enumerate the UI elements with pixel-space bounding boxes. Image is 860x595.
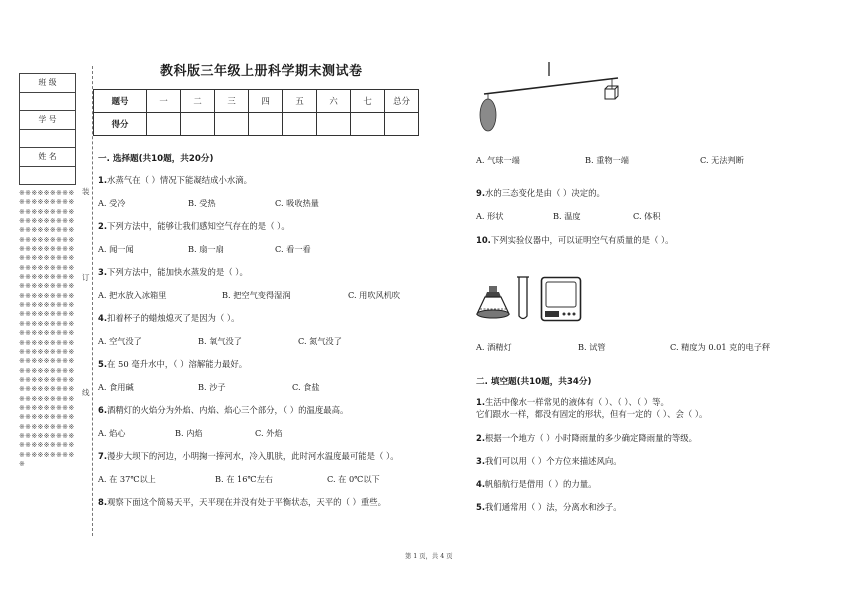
question-3: 3.下列方法中，能加快水蒸发的是（ ）。 <box>98 267 248 277</box>
q2-option-c[interactable]: C. 看一看 <box>275 244 311 254</box>
score-header-cell: 三 <box>215 90 249 113</box>
class-field[interactable] <box>20 92 76 111</box>
q3-option-b[interactable]: B. 把空气变得湿润 <box>222 290 291 300</box>
name-label: 姓 名 <box>20 148 76 167</box>
page-title: 教科版三年级上册科学期末测试卷 <box>160 64 363 79</box>
decorative-star-pattern: ※※※※※※※※※※※※※※※※※※※※※※※※※※※※※※※※※※※※※※※※※※※※※※※※※※※※※※※※※※※※※※※※※※※※※※※※※※※※※※※※※※※※※※※※※※※※※※※※※※※※※※※※※※※※※※※※※※※※※※※※※※※※※※※※※※※※※※※※※※※※※※※※※※※※※※※※※※※※※※※※※※※※※※※※※※※※※※※※※※※※※※※※※※※※※※※※※※※※※※※※※※※※※※※※※※※※※※※※※※※※※※※※※※※※※※※※※※※※※※※※※※※※※※※※※※※※※※※※※※※※※※ <box>19 189 75 468</box>
q8-option-a[interactable]: A. 气球一端 <box>476 155 520 165</box>
q9-option-b[interactable]: B. 温度 <box>553 211 581 221</box>
q2-option-b[interactable]: B. 扇一扇 <box>188 244 224 254</box>
q8-option-b[interactable]: B. 重物一端 <box>585 155 629 165</box>
q9-option-c[interactable]: C. 体积 <box>633 211 661 221</box>
score-cell[interactable] <box>283 113 317 136</box>
q7-option-b[interactable]: B. 在 16℃左右 <box>215 474 273 484</box>
score-header-cell: 二 <box>181 90 215 113</box>
section2-heading: 二. 填空题(共10题，共34分) <box>476 377 592 387</box>
fill-question-3: 3.我们可以用（ ）个方位来描述风向。 <box>476 456 622 466</box>
score-cell[interactable] <box>317 113 351 136</box>
question-2: 2.下列方法中，能够让我们感知空气存在的是（ ）。 <box>98 221 290 231</box>
question-10: 10.下列实验仪器中，可以证明空气有质量的是（ ）。 <box>476 235 674 245</box>
q10-option-b[interactable]: B. 试管 <box>578 342 606 352</box>
question-8: 8.观察下面这个简易天平，天平现在并没有处于平衡状态，天平的（ ）重些。 <box>98 497 387 507</box>
score-cell[interactable] <box>249 113 283 136</box>
fill-question-4: 4.帆船航行是借用（ ）的力量。 <box>476 479 597 489</box>
score-table-score-row <box>94 113 419 136</box>
student-number-field[interactable] <box>20 129 76 148</box>
question-5: 5.在 50 毫升水中，（ ）溶解能力最好。 <box>98 359 248 369</box>
q2-option-a[interactable]: A. 闻一闻 <box>98 244 134 254</box>
question-1: 1.水蒸气在（ ）情况下能凝结成小水滴。 <box>98 175 253 185</box>
score-table-header-row <box>94 90 419 113</box>
score-header-cell: 四 <box>249 90 283 113</box>
q6-option-c[interactable]: C. 外焰 <box>255 428 283 438</box>
q8-option-c[interactable]: C. 无法判断 <box>700 155 744 165</box>
fill-question-5: 5.我们通常用（ ）法，分离水和沙子。 <box>476 502 622 512</box>
score-table <box>93 89 419 136</box>
score-cell[interactable] <box>351 113 385 136</box>
page-footer: 第 1 页，共 4 页 <box>405 553 453 560</box>
score-cell[interactable] <box>385 113 419 136</box>
q1-option-c[interactable]: C. 吸收热量 <box>275 198 319 208</box>
q4-option-c[interactable]: C. 氮气没了 <box>298 336 342 346</box>
score-header-cell: 七 <box>351 90 385 113</box>
question-9: 9.水的三态变化是由（ ）决定的。 <box>476 188 605 198</box>
test-tube-icon <box>516 276 530 322</box>
balance-illustration <box>472 60 632 140</box>
fill-question-2: 2.根据一个地方（ ）小时降雨量的多少确定降雨量的等级。 <box>476 433 698 443</box>
q10-option-a[interactable]: A. 酒精灯 <box>476 342 512 352</box>
binding-char-zhuang: 装 <box>82 187 90 196</box>
q6-option-a[interactable]: A. 焰心 <box>98 428 126 438</box>
alcohol-lamp-icon <box>474 284 512 326</box>
fill-question-1-line1: 1.生活中像水一样常见的液体有（ ）、（ ）、（ ）等。 <box>476 397 669 407</box>
q3-option-a[interactable]: A. 把水放入冰箱里 <box>98 290 167 300</box>
score-header-cell: 六 <box>317 90 351 113</box>
student-number-label: 学 号 <box>20 111 76 130</box>
q5-option-c[interactable]: C. 食盐 <box>292 382 320 392</box>
section1-heading: 一. 选择题(共10题，共20分) <box>98 154 214 164</box>
question-7: 7.漫步大坝下的河边，小明掬一捧河水，冷入肌肤，此时河水温度最可能是（ ）。 <box>98 451 399 461</box>
q4-option-b[interactable]: B. 氧气没了 <box>198 336 242 346</box>
score-cell[interactable] <box>181 113 215 136</box>
q10-option-c[interactable]: C. 精度为 0.01 克的电子秤 <box>670 342 771 352</box>
binding-char-ding: 订 <box>82 273 90 282</box>
score-cell[interactable] <box>215 113 249 136</box>
name-field[interactable] <box>20 166 76 185</box>
q9-option-a[interactable]: A. 形状 <box>476 211 504 221</box>
q6-option-b[interactable]: B. 内焰 <box>175 428 203 438</box>
question-4: 4.扣着杯子的蜡烛熄灭了是因为（ ）。 <box>98 313 240 323</box>
question-6: 6.酒精灯的火焰分为外焰、内焰、焰心三个部分，（ ）的温度最高。 <box>98 405 349 415</box>
q1-option-b[interactable]: B. 受热 <box>188 198 216 208</box>
fill-question-1-line2: 它们跟水一样，都没有固定的形状，但有一定的（ ）、会（ ）。 <box>476 409 708 419</box>
q5-option-b[interactable]: B. 沙子 <box>198 382 226 392</box>
q4-option-a[interactable]: A. 空气没了 <box>98 336 142 346</box>
score-header-cell: 总分 <box>385 90 419 113</box>
q7-option-a[interactable]: A. 在 37℃以上 <box>98 474 156 484</box>
score-header-cell: 五 <box>283 90 317 113</box>
binding-char-xian: 线 <box>82 388 90 397</box>
score-cell[interactable] <box>147 113 181 136</box>
q7-option-c[interactable]: C. 在 0℃以下 <box>327 474 380 484</box>
electronic-scale-icon <box>540 276 582 322</box>
score-header-cell: 一 <box>147 90 181 113</box>
binding-line <box>92 66 93 536</box>
class-label: 班 级 <box>20 74 76 93</box>
student-info-table <box>19 73 76 185</box>
score-header-cell: 题号 <box>94 90 147 113</box>
q1-option-a[interactable]: A. 受冷 <box>98 198 126 208</box>
q5-option-a[interactable]: A. 食用碱 <box>98 382 134 392</box>
score-row-label: 得分 <box>94 113 147 136</box>
q3-option-c[interactable]: C. 用吹风机吹 <box>348 290 401 300</box>
